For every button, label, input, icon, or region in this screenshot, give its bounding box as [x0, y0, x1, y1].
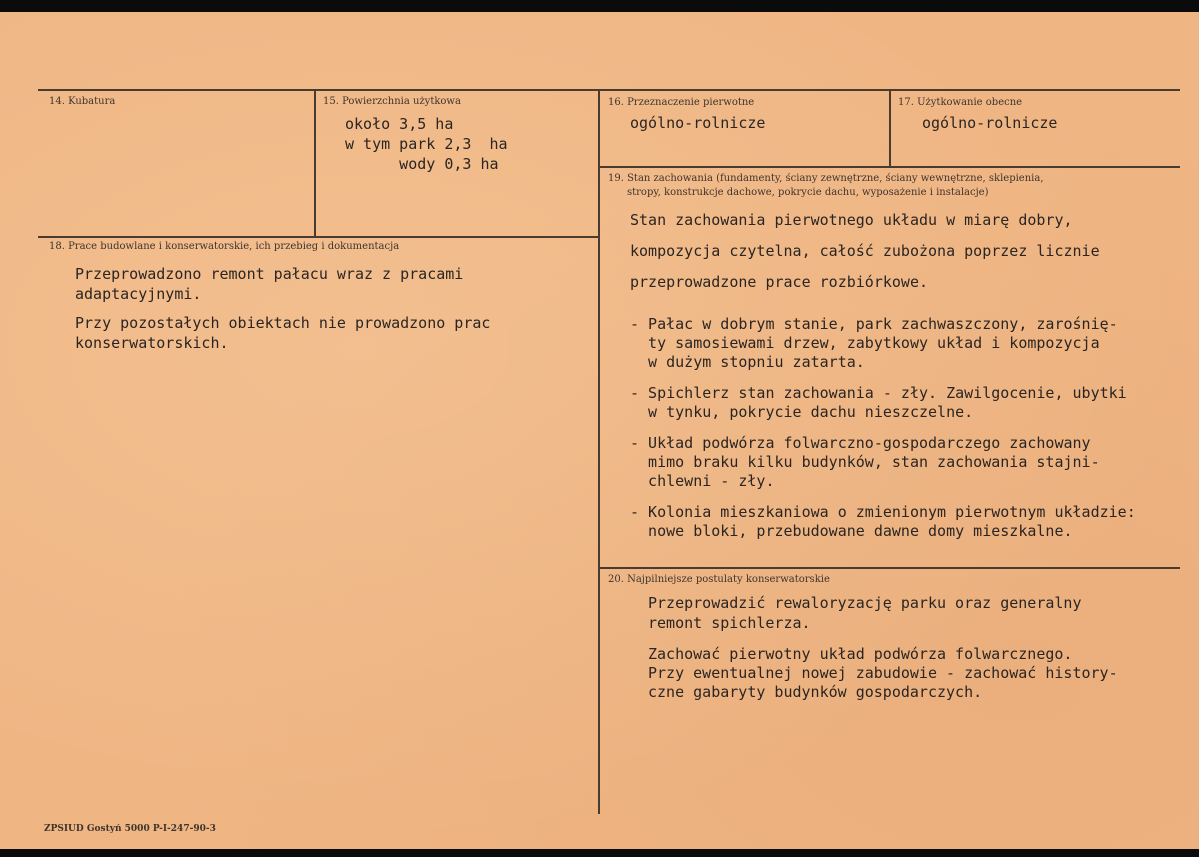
field-19-label-line-2: stropy, konstrukcje dachowe, pokrycie dachu, wyposażenie i instalacje)	[627, 187, 989, 198]
field-18-p1-line-1: Przeprowadzono remont pałacu wraz z pracami	[75, 265, 464, 283]
field-16-label: 16. Przeznaczenie pierwotne	[608, 97, 755, 108]
field-15-line-1: około 3,5 ha	[345, 115, 454, 133]
top-rule	[38, 89, 1180, 91]
field-18-p2-line-1: Przy pozostałych obiektach nie prowadzono prac	[75, 314, 491, 332]
field-19-item-1-line-1: - Pałac w dobrym stanie, park zachwaszczony, zarośnię-	[630, 315, 1118, 333]
divider-14-15	[314, 90, 316, 236]
field-19-item-4-line-1: - Kolonia mieszkaniowa o zmienionym pierwotnym układzie:	[630, 503, 1136, 521]
field-19-item-2-line-2: w tynku, pokrycie dachu nieszczelne.	[630, 403, 974, 421]
field-19-intro-line-2: kompozycja czytelna, całość zubożona poprzez licznie	[630, 242, 1100, 260]
field-15-label: 15. Powierzchnia użytkowa	[323, 96, 461, 107]
field-17-value: ogólno-rolnicze	[922, 114, 1058, 132]
rule-under-19	[599, 567, 1180, 569]
field-17-label: 17. Użytkowanie obecne	[898, 97, 1023, 108]
field-19-item-3-line-1: - Układ podwórza folwarczno-gospodarczego zachowany	[630, 434, 1091, 452]
field-14-label: 14. Kubatura	[49, 96, 116, 107]
field-20-p1-line-2: remont spichlerza.	[648, 614, 811, 632]
field-19-item-1-line-2: ty samosiewami drzew, zabytkowy układ i kompozycja	[630, 334, 1100, 352]
field-20-p2-line-3: czne gabaryty budynków gospodarczych.	[648, 683, 983, 701]
field-16-value: ogólno-rolnicze	[630, 114, 766, 132]
record-card	[0, 12, 1199, 849]
field-15-line-3: wody 0,3 ha	[345, 155, 499, 173]
field-19-item-2-line-1: - Spichlerz stan zachowania - zły. Zawilgocenie, ubytki	[630, 384, 1127, 402]
field-19-item-1-line-3: w dużym stopniu zatarta.	[630, 353, 865, 371]
field-19-item-4-line-2: nowe bloki, przebudowane dawne domy mieszkalne.	[630, 522, 1073, 540]
divider-16-17	[889, 90, 891, 166]
field-19-item-3-line-3: chlewni - zły.	[630, 472, 775, 490]
field-15-line-2: w tym park 2,3 ha	[345, 135, 508, 153]
field-20-p2-line-2: Przy ewentualnej nowej zabudowie - zachować history-	[648, 664, 1118, 682]
rule-under-16-17	[599, 166, 1180, 168]
field-19-label-line-1: 19. Stan zachowania (fundamenty, ściany zewnętrzne, ściany wewnętrzne, sklepienia,	[608, 173, 1044, 184]
field-18-label: 18. Prace budowlane i konserwatorskie, ich przebieg i dokumentacja	[49, 241, 400, 252]
center-divider	[598, 90, 600, 814]
field-19-intro-line-1: Stan zachowania pierwotnego układu w miarę dobry,	[630, 211, 1073, 229]
field-19-item-3-line-2: mimo braku kilku budynków, stan zachowania stajni-	[630, 453, 1100, 471]
field-19-intro-line-3: przeprowadzone prace rozbiórkowe.	[630, 273, 929, 291]
print-footer: ZPSIUD Gostyń 5000 P-I-247-90-3	[44, 824, 216, 834]
field-20-p1-line-1: Przeprowadzić rewaloryzację parku oraz generalny	[648, 594, 1082, 612]
rule-under-14-15	[38, 236, 599, 238]
field-20-p2-line-1: Zachować pierwotny układ podwórza folwarcznego.	[648, 645, 1073, 663]
field-18-p2-line-2: konserwatorskich.	[75, 334, 229, 352]
field-20-label: 20. Najpilniejsze postulaty konserwatorskie	[608, 574, 830, 585]
field-18-p1-line-2: adaptacyjnymi.	[75, 285, 202, 303]
